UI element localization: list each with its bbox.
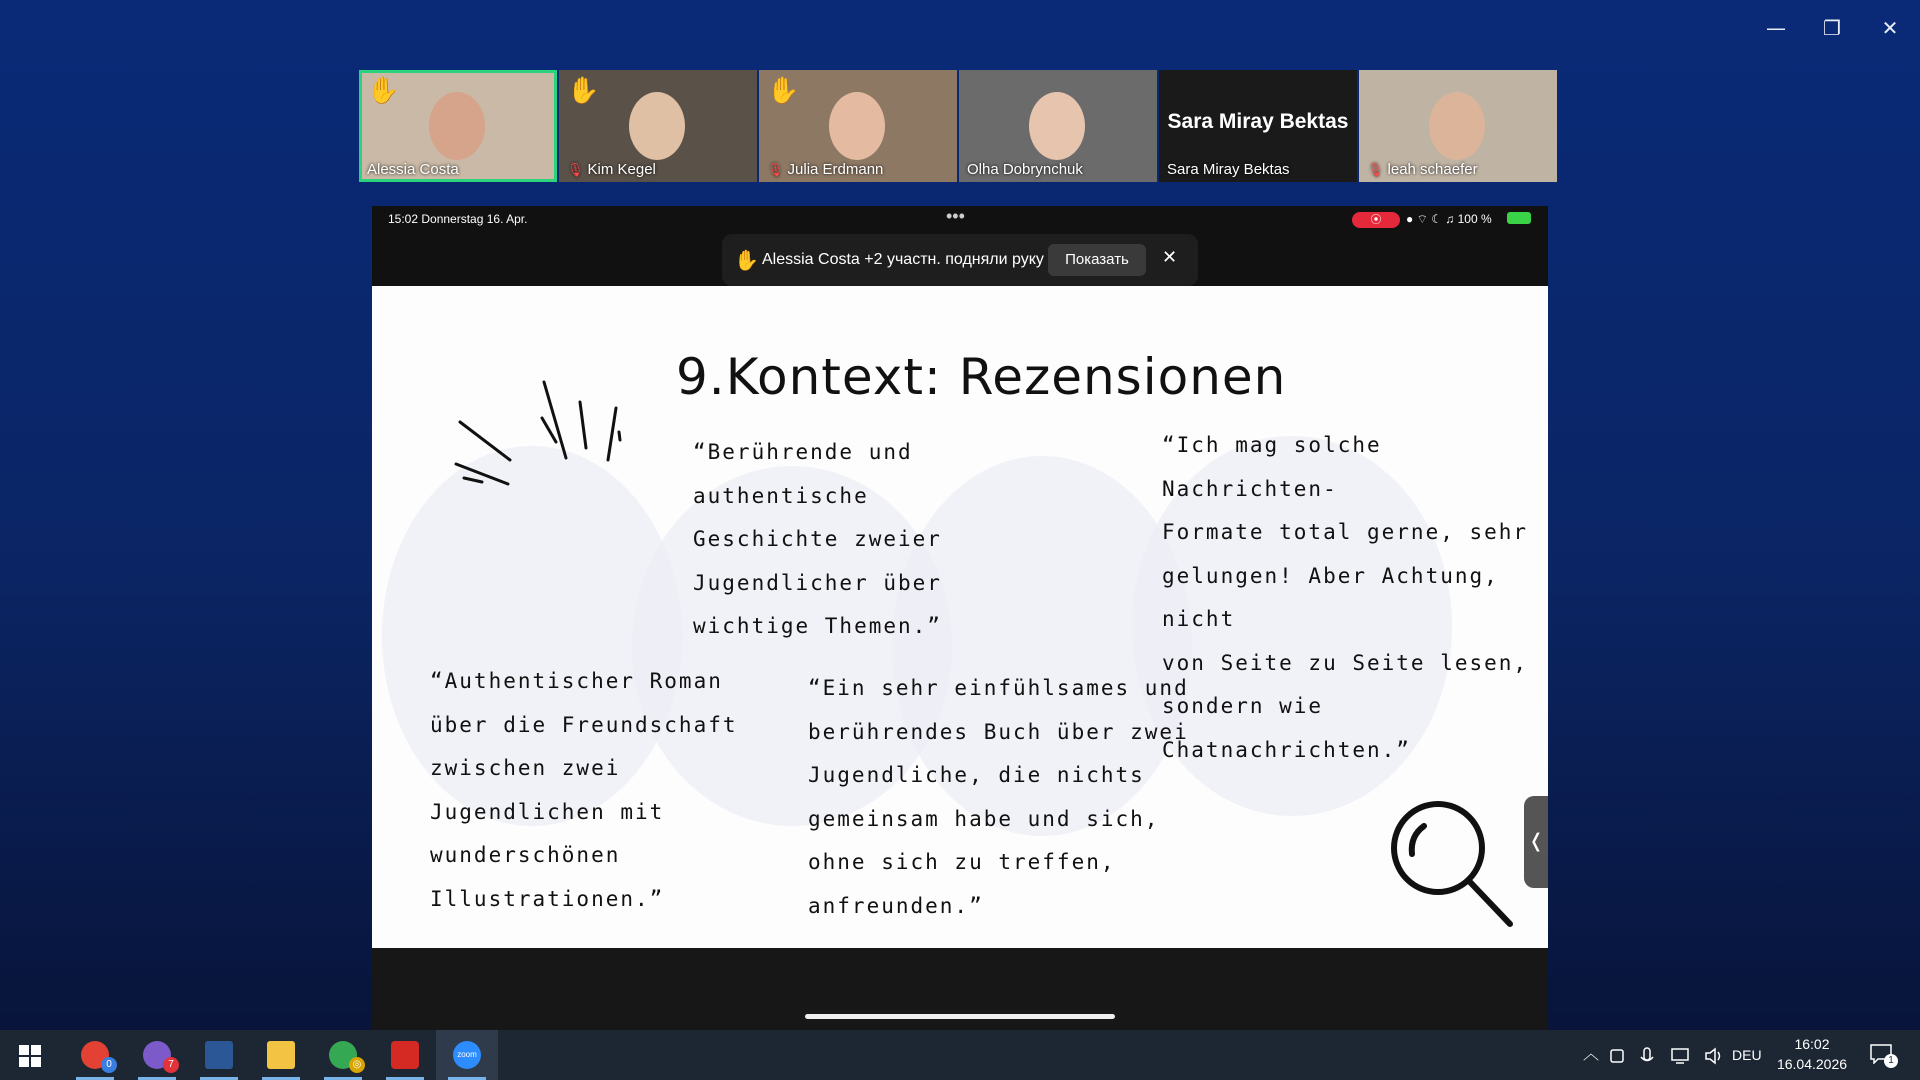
participant-face (829, 92, 885, 160)
quote-line: “Berührende und (693, 440, 913, 464)
taskbar-app-chrome-2[interactable] (312, 1030, 374, 1080)
more-dots-icon[interactable]: ••• (946, 206, 965, 226)
notification-center-button[interactable] (1862, 1030, 1902, 1080)
participant-name: Sara Miray Bektas (1167, 161, 1290, 178)
status-indicators: ● ⌔ ☾ ♫ 100 % (1406, 212, 1492, 226)
taskbar-app-zoom[interactable] (436, 1030, 498, 1080)
participant-tile[interactable] (559, 70, 757, 182)
taskbar-app-word[interactable] (188, 1030, 250, 1080)
close-button[interactable]: ✕ (1881, 16, 1899, 40)
quote-line: Jugendlichen mit (430, 799, 665, 824)
review-quote (1162, 424, 1548, 772)
windows-icon (19, 1045, 41, 1067)
taskbar-app-acrobat[interactable] (374, 1030, 436, 1080)
shared-screen (372, 206, 1548, 1030)
participant-name: 🎙 Kim Kegel (567, 161, 656, 178)
participant-name: Olha Dobrynchuk (967, 161, 1083, 178)
participant-face (629, 92, 685, 160)
magnifier-icon (1386, 796, 1526, 936)
quote-line: “Ich mag solche Nachrichten- (1162, 433, 1382, 501)
raised-hand-icon: ✋ (367, 76, 400, 106)
word-icon (205, 1041, 233, 1069)
participant-tile[interactable] (1159, 70, 1357, 182)
language-indicator[interactable]: DEU (1732, 1047, 1762, 1063)
raised-hand-icon: ✋ (567, 76, 600, 106)
notification-count: 1 (1884, 1054, 1898, 1068)
quote-line: wichtige Themen.” (693, 614, 942, 638)
review-quote (808, 667, 1189, 928)
quote-line: Jugendlicher über (693, 570, 942, 595)
minimize-button[interactable]: — (1766, 16, 1786, 40)
presentation-slide (372, 286, 1548, 948)
participant-face (1029, 92, 1085, 160)
quote-line: Formate total gerne, sehr (1162, 520, 1529, 544)
review-quote (430, 660, 738, 921)
home-indicator[interactable] (805, 1014, 1115, 1019)
participant-strip (359, 70, 1561, 182)
mic-muted-icon: 🎙 (767, 162, 784, 177)
quote-line: gelungen! Aber Achtung, nicht (1162, 563, 1499, 631)
slide-title: 9.Kontext: Rezensionen (676, 348, 1287, 406)
participant-tile[interactable] (959, 70, 1157, 182)
mic-muted-icon: 🎙 (567, 162, 584, 177)
record-indicator-icon: ⦿ (1352, 212, 1400, 228)
mic-muted-icon: 🎙 (1367, 162, 1384, 177)
participant-face (1429, 92, 1485, 160)
quote-line: “Authentischer Roman (430, 669, 723, 693)
quote-line: ohne sich zu treffen, (808, 850, 1116, 874)
participant-name: 🎙 leah schaefer (1367, 161, 1478, 178)
raised-hand-icon: ✋ (734, 250, 759, 272)
participant-name: Alessia Costa (367, 161, 459, 178)
show-button[interactable]: Показать (1048, 244, 1146, 276)
app-badge: 7 (163, 1057, 179, 1073)
folder-icon (267, 1041, 295, 1069)
taskbar (0, 1030, 1920, 1080)
clock-time: 16:02 (1794, 1036, 1830, 1052)
quote-line: authentische (693, 483, 869, 508)
quote-line: wunderschönen (430, 843, 621, 867)
zoom-icon: zoom (453, 1041, 481, 1069)
quote-line: sondern wie (1162, 694, 1324, 718)
tray-chevron-icon[interactable]: ︿ (1582, 1046, 1599, 1063)
quote-line: anfreunden.” (808, 893, 984, 918)
raised-hand-notification (722, 234, 1198, 286)
quote-line: zwischen zwei (430, 756, 621, 780)
close-notification-icon[interactable]: ✕ (1162, 247, 1178, 267)
quote-line: “Ein sehr einfühlsames und (808, 676, 1189, 700)
participant-tile[interactable] (1359, 70, 1557, 182)
quote-line: von Seite zu Seite lesen, (1162, 650, 1529, 675)
taskbar-app-viber[interactable] (126, 1030, 188, 1080)
start-button[interactable] (0, 1030, 62, 1080)
raised-hand-icon: ✋ (767, 76, 800, 106)
status-time-date: 15:02 Donnerstag 16. Apr. (388, 212, 528, 226)
pdf-icon (391, 1041, 419, 1069)
participant-tile[interactable] (359, 70, 557, 182)
side-panel-handle[interactable]: ❬ (1524, 796, 1548, 888)
participant-tile[interactable] (759, 70, 957, 182)
clock-date: 16.04.2026 (1776, 1056, 1848, 1072)
app-badge: ◎ (349, 1057, 365, 1073)
quote-line: berührendes Buch über zwei (808, 719, 1189, 744)
participant-face (429, 92, 485, 160)
restore-button[interactable]: ❐ (1823, 16, 1841, 40)
camera-off-name: Sara Miray Bektas (1167, 110, 1349, 133)
quote-line: Illustrationen.” (430, 886, 665, 911)
participant-name: 🎙 Julia Erdmann (767, 161, 884, 178)
clock[interactable] (1774, 1030, 1850, 1080)
taskbar-app-chrome[interactable] (64, 1030, 126, 1080)
notification-message: Alessia Costa +2 участн. подняли руку (762, 251, 1044, 268)
quote-line: Geschichte zweier (693, 527, 942, 551)
quote-line: Jugendliche, die nichts (808, 763, 1145, 787)
quote-line: gemeinsam habe und sich, (808, 806, 1160, 831)
quote-line: über die Freundschaft (430, 712, 738, 737)
app-badge: 0 (101, 1057, 117, 1073)
battery-icon (1507, 212, 1531, 224)
review-quote (693, 431, 942, 649)
quote-line: Chatnachrichten.” (1162, 737, 1411, 762)
taskbar-app-explorer[interactable] (250, 1030, 312, 1080)
burst-lines-icon (448, 370, 628, 510)
